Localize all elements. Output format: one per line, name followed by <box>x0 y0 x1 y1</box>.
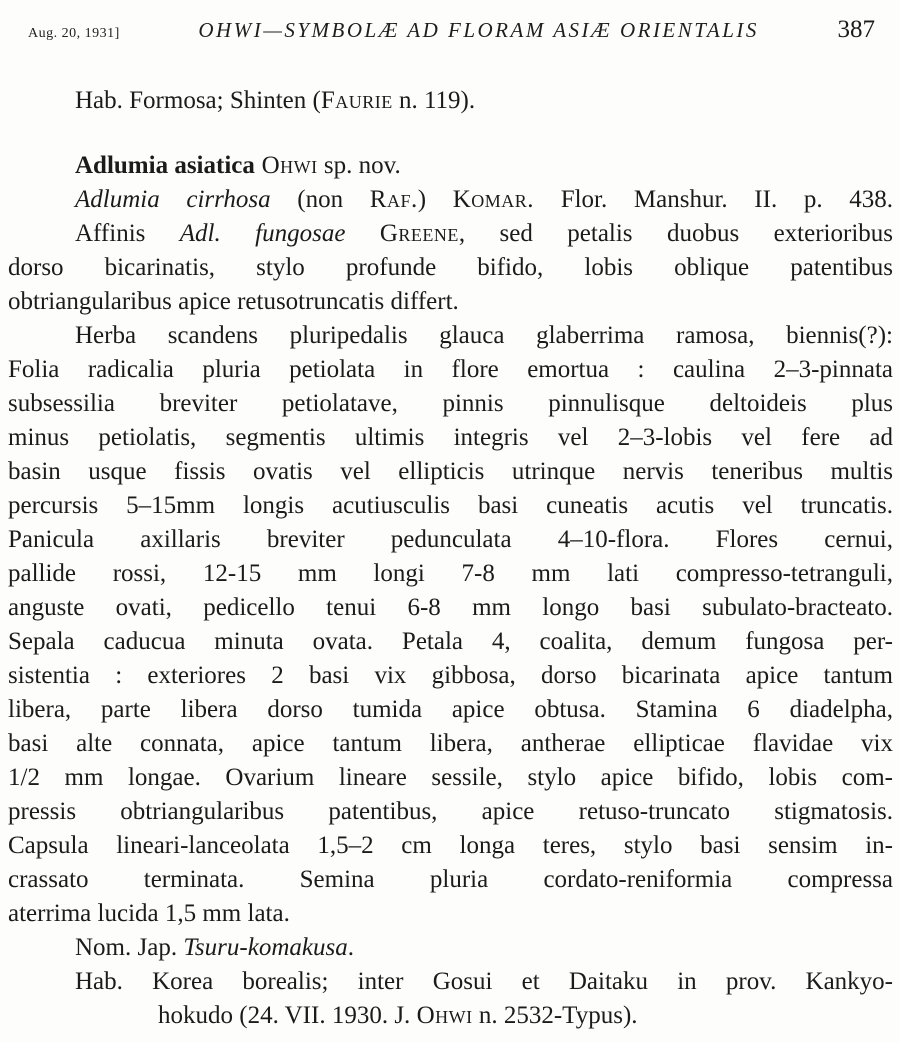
author-name: Komar. <box>452 186 535 213</box>
text-run: sp. nov. <box>317 152 401 179</box>
text-run: Nom. Jap. <box>75 934 184 961</box>
body-text <box>8 84 893 1033</box>
description-line: minus petiolatis, segmentis ultimis integris vel 2–3-lobis vel fere ad <box>8 424 893 451</box>
description-line: anguste ovati, pedicello tenui 6-8 mm longo basi subulato-bracteato. <box>8 594 893 621</box>
collector-name: Faurie <box>320 87 393 114</box>
description-line: basin usque fissis ovatis vel ellipticis utrinque nervis teneribus multis <box>8 458 893 485</box>
description-line: percursis 5–15mm longis acutiusculis basi cuneatis acutis vel truncatis. <box>8 492 893 519</box>
species-heading <box>8 149 893 183</box>
habitat-korea-line: Hab. Korea borealis; inter Gosui et Daitaku in prov. Kankyo- <box>75 968 893 995</box>
text-run: hokudo (24. VII. 1930. J. <box>158 1002 417 1029</box>
author-name: Greene <box>379 220 459 247</box>
text-run: Hab. Formosa; Shinten ( <box>75 87 321 114</box>
description-line: pallide rossi, 12-15 mm longi 7-8 mm lati compresso-tetranguli, <box>8 560 893 587</box>
author-name: Raf. <box>369 186 418 213</box>
author-name: Ohwi <box>254 152 318 179</box>
text-run: Flor. Manshur. II. p. 438. <box>534 186 894 213</box>
diagnosis-line: dorso bicarinatis, stylo profunde bifido, lobis oblique patentibus <box>8 254 893 281</box>
text-run <box>345 220 379 247</box>
running-title: OHWI—SYMBOLÆ AD FLORAM ASIÆ ORIENTALIS <box>198 18 759 42</box>
description-line: pressis obtriangularibus patentibus, apice retuso-truncato stigmatosis. <box>8 798 893 825</box>
type-citation-line <box>8 999 893 1033</box>
journal-running-header <box>8 16 893 48</box>
text-run: n. 2532-Typus). <box>472 1002 638 1029</box>
description-line: libera, parte libera dorso tumida apice obtusa. Stamina 6 diadelpha, <box>8 696 893 723</box>
synonym-citation-line <box>8 183 893 217</box>
description-line: basi alte connata, apice tantum libera, antherae ellipticae flavidae vix <box>8 730 893 757</box>
text-run: (non <box>270 186 370 213</box>
issue-date: Aug. 20, 1931] <box>28 26 120 41</box>
description-line: Herba scandens pluripedalis glauca glaberrima ramosa, biennis(?): <box>75 322 893 349</box>
description-line: aterrima lucida 1,5 mm lata. <box>8 900 290 927</box>
text-run: ) <box>417 186 453 213</box>
description-line: Sepala caducua minuta ovata. Petala 4, coalita, demum fungosa per- <box>8 628 893 655</box>
text-run: Affinis <box>75 220 180 247</box>
diagnosis-line: obtriangularibus apice retusotruncatis differt. <box>8 288 459 315</box>
description-line: Panicula axillaris breviter pedunculata 4–10-flora. Flores cernui, <box>8 526 893 553</box>
text-run: n. 119). <box>392 87 476 114</box>
description-line: 1/2 mm longae. Ovarium lineare sessile, stylo apice bifido, lobis com- <box>8 764 893 791</box>
text-run: , sed petalis duobus exterioribus <box>458 220 893 247</box>
description-line: Folia radicalia pluria petiolata in flore emortua : caulina 2–3-pinnata <box>8 356 893 383</box>
description-line: Capsula lineari-lanceolata 1,5–2 cm longa teres, stylo basi sensim in- <box>8 832 893 859</box>
related-species-name: Adl. fungosae <box>179 220 346 247</box>
description-line: sistentia : exteriores 2 basi vix gibbosa, dorso bicarinata apice tantum <box>8 662 893 689</box>
page-number: 387 <box>837 16 875 43</box>
diagnosis-line <box>8 217 893 251</box>
author-name: Ohwi <box>416 1002 473 1029</box>
new-species-name: Adlumia asiatica <box>75 152 255 179</box>
japanese-name-line <box>8 931 893 965</box>
text-run: . <box>347 934 354 961</box>
habitat-formosa-line <box>8 84 893 118</box>
japanese-vernacular-name: Tsuru-komakusa <box>183 934 348 961</box>
description-line: crassato terminata. Semina pluria cordato-reniformia compressa <box>8 866 893 893</box>
synonym-name: Adlumia cirrhosa <box>75 186 271 213</box>
description-line: subsessilia breviter petiolatave, pinnis pinnulisque deltoideis plus <box>8 390 893 417</box>
